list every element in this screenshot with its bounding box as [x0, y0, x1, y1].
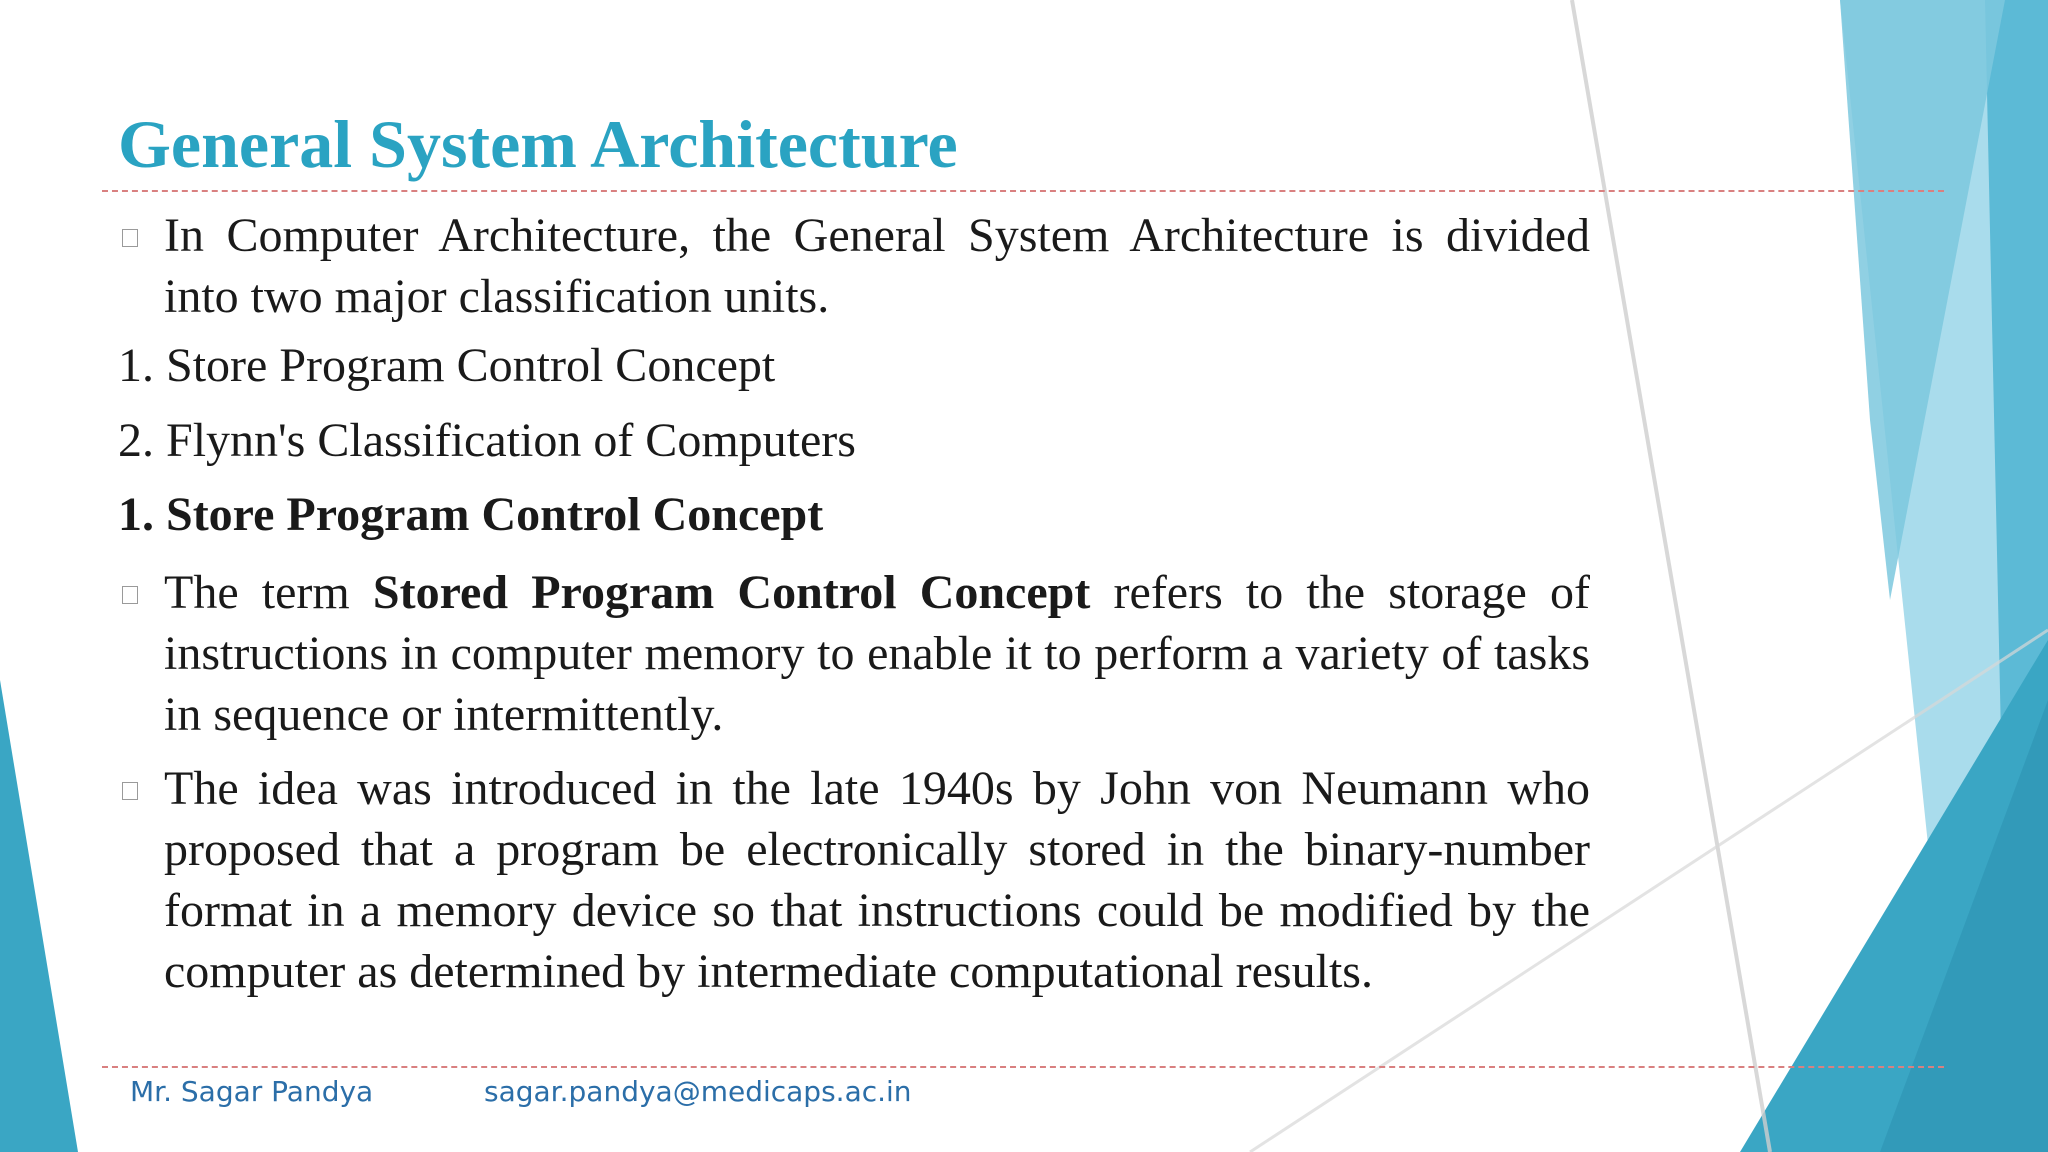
bullet-stored-program-suffix: refers to the storage of instructions in computer memory to enable it to perform a variety of tasks in sequence or intermittently.	[164, 566, 1591, 741]
list-item-store-program: 1. Store Program Control Concept	[118, 339, 776, 392]
square-bullet-icon	[122, 229, 138, 247]
square-bullet-icon	[122, 586, 138, 604]
title-divider	[102, 190, 1944, 192]
footer-email: sagar.pandya@medicaps.ac.in	[484, 1075, 912, 1108]
bullet-stored-program-text	[164, 562, 1590, 745]
bullet-stored-program	[118, 562, 1590, 745]
section-heading: 1. Store Program Control Concept	[118, 488, 824, 541]
slide-title: General System Architecture	[118, 106, 958, 182]
bullet-stored-program-prefix: The term	[164, 566, 373, 619]
footer-author: Mr. Sagar Pandya	[130, 1075, 374, 1108]
bullet-von-neumann	[118, 758, 1590, 1002]
list-item-flynn: 2. Flynn's Classification of Computers	[118, 414, 856, 467]
intro-bullet	[118, 205, 1590, 327]
left-panel	[0, 680, 78, 1152]
square-bullet-icon	[122, 782, 138, 800]
intro-bullet-text: In Computer Architecture, the General System Architecture is divided into two major classification units.	[164, 209, 1590, 323]
bullet-stored-program-term: Stored Program Control Concept	[372, 566, 1091, 619]
shine-line-vertical	[1572, 0, 1770, 1152]
footer-divider	[102, 1066, 1944, 1068]
bullet-von-neumann-text: The idea was introduced in the late 1940s by John von Neumann who proposed that a program be electronically stored in the binary-number format in a memory device so that instructions could be modified by the computer as determined by intermediate computational results.	[164, 762, 1590, 998]
